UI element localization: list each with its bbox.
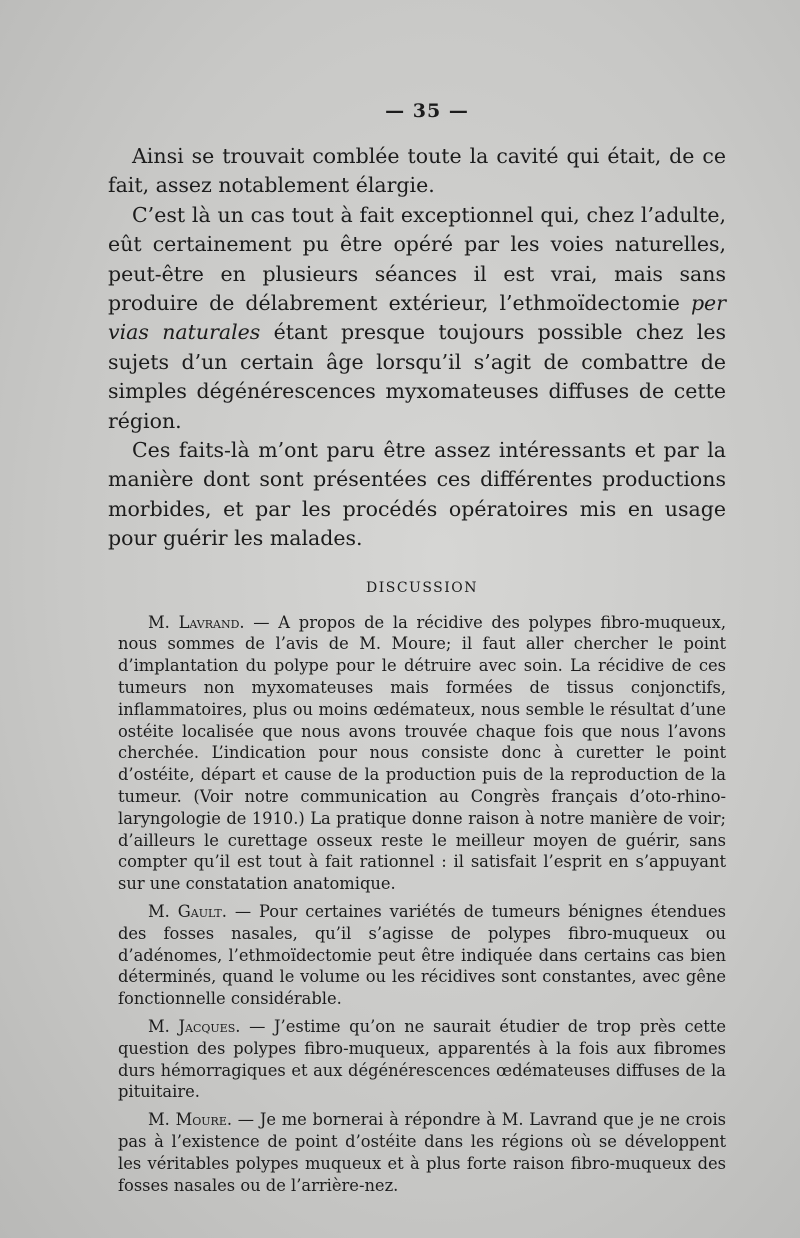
discussion-text: — A propos de la récidive des polypes fibro-muqueux, nous sommes de l’avis de M. Moure; il faut aller chercher le point d’implantation du polype pour le détruire avec soin. La récidive de ces tumeurs non myxomateuses mais formées de tissus conjonctifs, inflammatoires, plus ou moins œdémateux, nous semble le résultat d’une ostéite localisée que nous avons trouvée chaque fois que nous l’avons cherchée. L’indication pour nous consiste donc à curetter le point d’ostéite, départ et cause de la production puis de la reproduction de la tumeur. (Voir notre communication au Congrès français d’oto-rhino-laryngologie de 1910.) La pratique donne raison à notre manière de voir; d’ailleurs le curettage osseux reste le meilleur moyen de guérir, sans compter qu’il est tout à fait rationnel : il satisfait l’esprit en s’appuyant sur une constatation anatomique. <box>118 612 727 894</box>
latin-phrase: per vias naturales <box>108 291 726 345</box>
discussion-text: — Je me bornerai à répondre à M. Lavrand que je ne crois pas à l’existence de point d’ostéite dans les régions où se développent les véritables polypes muqueux et à plus forte raison fibro-muqueux des fosses nasales ou de l’arrière-nez. <box>118 1110 727 1195</box>
speaker-name: M. Lavrand. <box>148 612 245 632</box>
intro-paragraph-3-text: Ces faits-là m’ont paru être assez intéressants et par la manière dont sont présentées ces différentes productions morbides, et par les procédés opératoires mis en usage pour guérir les malades. <box>108 438 726 551</box>
speaker-name: M. Jacques. <box>148 1017 241 1037</box>
intro-paragraph-2 <box>108 201 726 436</box>
discussion-text: — J’estime qu’on ne saurait étudier de trop près cette question des polypes fibro-muqueux, apparentés à la fois aux fibromes durs hémorragiques et aux dégénérescences œdémateuses diffuses de la pituitaire. <box>118 1017 726 1102</box>
intro-paragraph-2-text: C’est là un cas tout à fait exceptionnel qui, chez l’adulte, eût certainement pu être opéré par les voies naturelles, peut-être en plusieurs séances il est vrai, mais sans produire de délabrement extérieur, l’ethmoïdectomie <box>108 202 726 316</box>
speaker-name: M. Gault. <box>148 902 227 922</box>
discussion-text: — Pour certaines variétés de tumeurs bénignes étendues des fosses nasales, qu’il s’agisse de polypes fibro-muqueux ou d’adénomes, l’ethmoïdectomie peut être indiquée dans certains cas bien déterminés, quand le volume ou les récidives sont constantes, avec gêne fonctionnelle considérable. <box>118 902 726 1009</box>
intro-paragraph-1-text: Ainsi se trouvait comblée toute la cavité qui était, de ce fait, assez notablement élargie. <box>108 144 726 198</box>
intro-paragraph-3 <box>108 436 726 554</box>
discussion-entry-gault <box>108 901 726 1010</box>
intro-paragraph-2-text-end: étant presque toujours possible chez les sujets d’un certain âge lorsqu’il s’agit de combattre de simples dégénérescences myxomateuses diffuses de cette région. <box>108 320 726 433</box>
discussion-heading: DISCUSSION <box>365 579 479 596</box>
discussion-entry-jacques <box>108 1016 726 1103</box>
page-number: — 35 — <box>385 100 469 122</box>
speaker-name: M. Moure. <box>148 1110 233 1130</box>
book-page <box>108 100 726 1202</box>
discussion-entry-lavrand <box>108 612 726 895</box>
discussion-entry-moure <box>108 1109 726 1196</box>
intro-paragraph-1 <box>108 142 726 201</box>
